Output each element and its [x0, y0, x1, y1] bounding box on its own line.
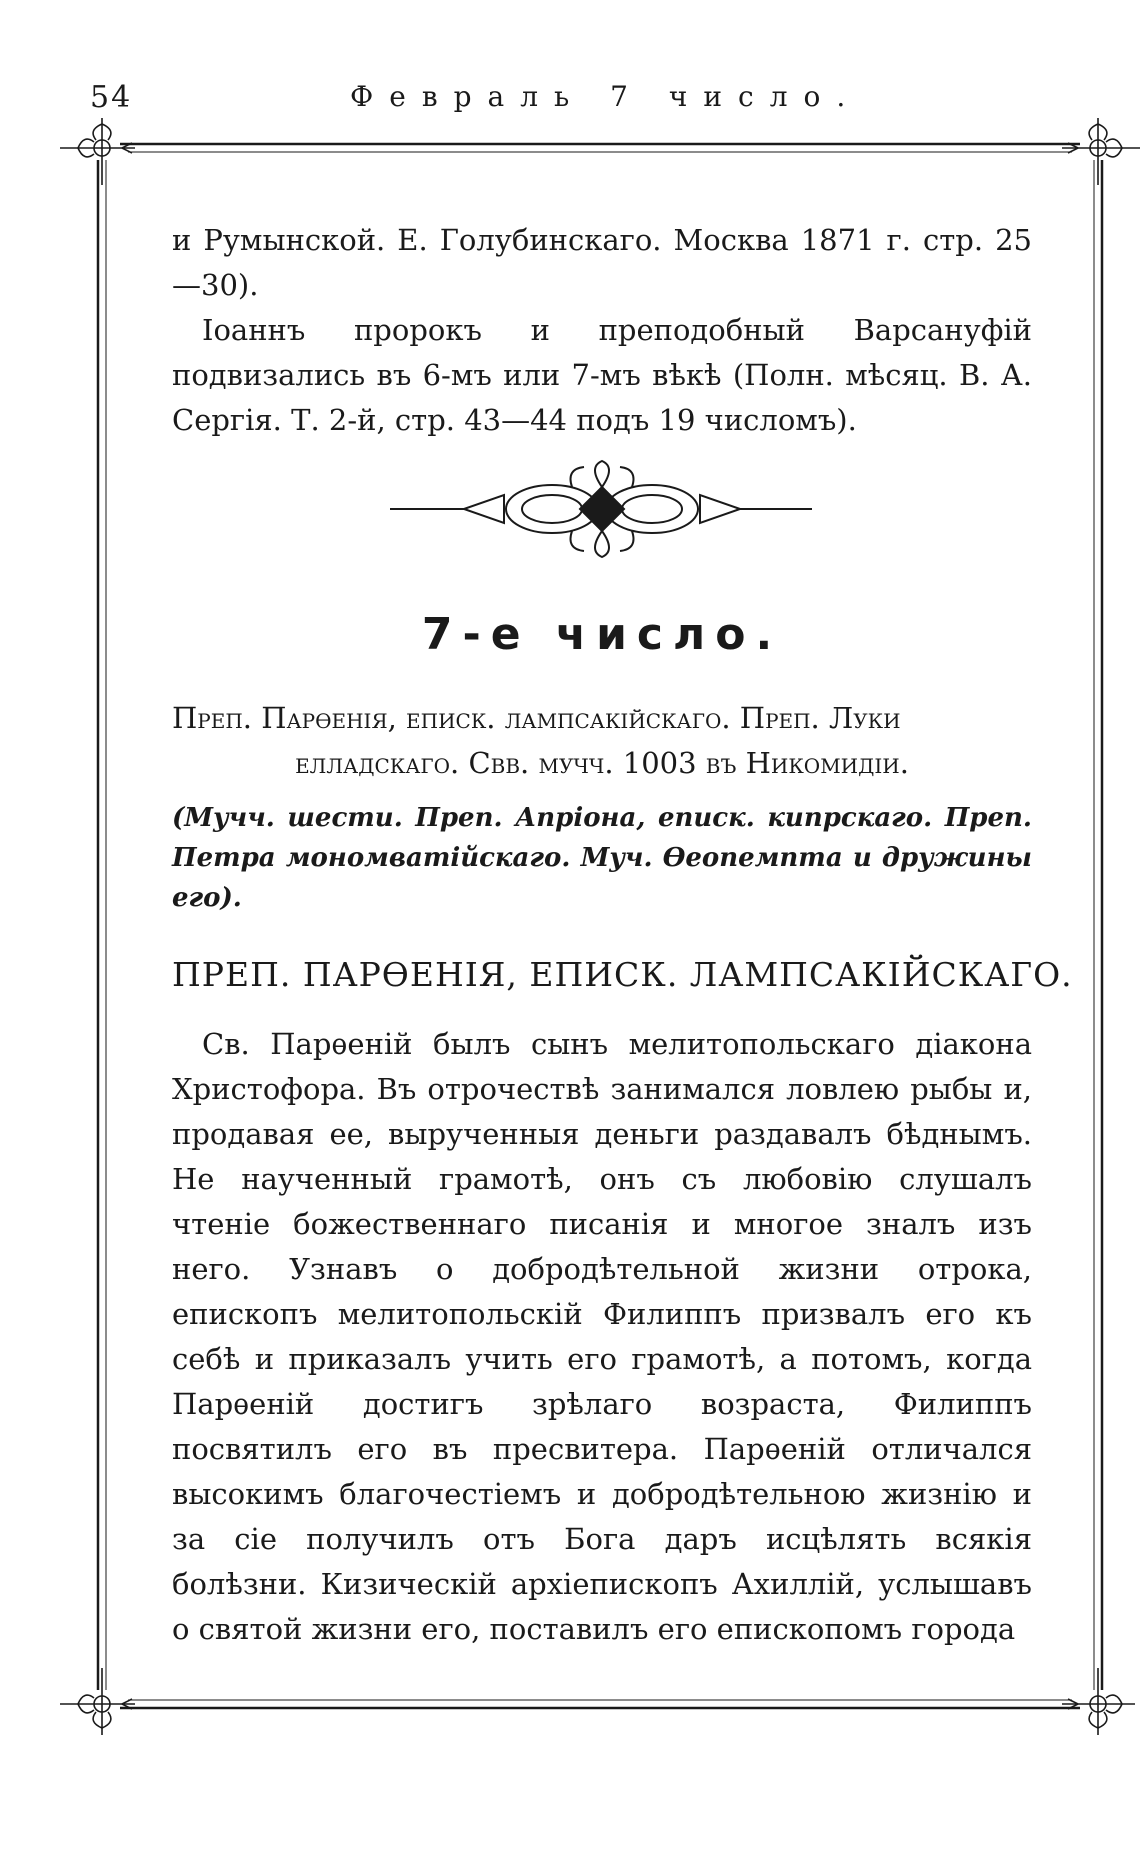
page-content — [172, 218, 1073, 1652]
life-text: Св. Парѳеній былъ сынъ мелитопольскаго діакона Христофора. Въ отрочествѣ занимался ловлею рыбы и, продавая ее, вырученныя деньги раздавалъ бѣднымъ. Не наученный грамотѣ, онъ съ любовію слушалъ чтеніе божественнаго писанія и многое зналъ изъ него. Узнавъ о добродѣтельной жизни отрока, епископъ мелитопольскій Филиппъ призвалъ его къ себѣ и приказалъ учить его грамотѣ, а потомъ, когда Парѳеній достигъ зрѣлаго возраста, Филиппъ посвятилъ его въ пресвитера. Парѳеній отличался высокимъ благочестіемъ и добродѣтельною жизнію и за сіе получилъ отъ Бога даръ исцѣлять всякія болѣзни. Кизическій архіепископъ Ахиллій, услышавъ о святой жизни его, поставилъ его епископомъ города — [172, 1027, 1032, 1646]
previous-text-continuation: и Румынской. Е. Голубинскаго. Москва 1871 г. стр. 25—30). — [172, 223, 1032, 302]
previous-text-paragraph: Іоаннъ пророкъ и преподобный Варсануфій подвизались въ 6-мъ или 7-мъ вѣкѣ (Полн. мѣсяц. В. А. Сергія. Т. 2-й, стр. 43—44 подъ 19 числомъ). — [172, 313, 1032, 437]
running-title: Февраль 7 число. — [350, 80, 862, 113]
saints-list-line2: елладскаго. Свв. мучч. 1003 въ Никомидіи. — [295, 746, 909, 780]
corner-ornament-bottom-right — [1062, 1668, 1135, 1735]
minor-saints-list: (Мучч. шести. Преп. Апріона, еписк. кипрскаго. Преп. Петра мономватійскаго. Муч. Ѳеопемпта и дружины его). — [172, 803, 1032, 913]
life-heading: ПРЕП. ПАРѲЕНІЯ, ЕПИСК. ЛАМПСАКІЙСКАГО. — [172, 955, 1073, 994]
saints-list-line1: Преп. Парѳенія, еписк. лампсакійскаго. Преп. Луки — [172, 701, 901, 735]
day-title: 7-е число. — [421, 609, 783, 660]
page-number: 54 — [90, 80, 133, 115]
central-ornament — [172, 459, 1032, 559]
